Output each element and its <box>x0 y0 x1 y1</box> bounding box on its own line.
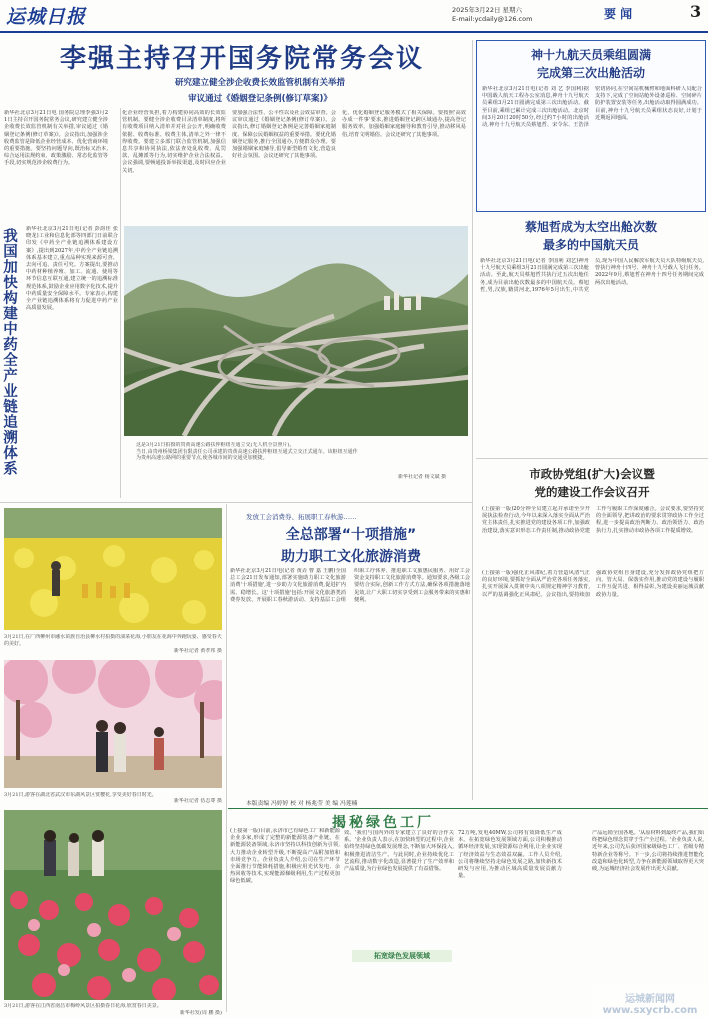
photo3-credit: 新华社发(周 鹏 摄) <box>179 1010 222 1016</box>
green-title: 揭秘绿色工厂 <box>332 815 434 831</box>
right-low-title-2: 党的建设工作会议召开 <box>534 485 650 499</box>
photo2-caption: 3月21日,游客在湖北省武汉市东湖风景区赏樱花,享受美好春日时光。 <box>4 792 157 798</box>
photo2-credit: 新华社记者 伍志尊 摄 <box>173 798 222 804</box>
mid-body: 新华社北京3月21日电(记者 黄垚 曹 嘉 王鹏)全国总工会21日发布通知,部署实施助力职工文化旅游消费'十项措施',进一步助力文化旅游消费,促进扩内需、稳增长。这'十项措施'包括:开展文化旅游类消费券发放、开展职工春秋游活动、支持基层工会组织职工疗休养、推进职工文旅惠民服务、用好工会资金支持职工文化旅游消费等。通知要求,各级工会要结合实际,创新工作方式方法,确保各项措施落地见效,让广大职工切实享受到工会服务带来的实惠和便利。 <box>230 568 470 603</box>
green-col3: 72万吨,发电40MW,公司将有效降低生产成本。在拓宽绿色发展领域方面,公司积极推动循环经济发展,实现资源综合利用,让企业实现了经济效益与生态效益双赢。工作人员介绍,公司将继续坚持走绿色发展之路,加快新技术研发与应用,为推动区域高质量发展贡献力量。 <box>458 830 562 880</box>
mid-title-1: 全总部署“十项措施” <box>285 527 417 543</box>
green-col1: (上接第一版)目前,永济市已有绿色工厂和新能源企业多家,形成了完整的新能源装备产业链。在新能源装备领域,永济市坚持以科技创新为引领,大力推动企业转型升级,不断提高产品附加值和市场竞争力。企业负责人介绍,公司在生产环节全面推行节能降耗措施,积极应用光伏发电、余热回收等技术,实现能源梯级利用,生产过程更加绿色低碳。 <box>230 828 340 885</box>
right-divider <box>476 458 708 459</box>
lead-bottom-rule <box>0 502 472 503</box>
photo-rapeseed <box>4 508 222 630</box>
left-vert-body: 新华社北京3月21日电(记者 彭韵佳 张晓龙)工业和信息化部等四部门日前联合印发《中药全产业链追溯体系建设方案》,提出到2027年,中药全产业链追溯体系基本建立,重点品种实现来源可查、去向可追、责任可究。方案提出,要推动中药材种植养殖、加工、流通、使用等环节信息互联互通,建立统一的追溯标准规范体系,鼓励企业应用数字化技术,提升中药质量安全保障水平。专家表示,构建全产业链追溯体系将有力促进中药产业高质量发展。 <box>26 226 118 312</box>
masthead-date: 2025年3月22日 星期六 <box>452 6 523 14</box>
lead-body-col4: 化、优化婚姻登记服务模式了相关保障。要按照'高效办成一件事'要求,推进婚姻登记跨区域通办,提高登记服务效率。加强婚姻家庭辅导和教育引导,推动移风易俗,培育文明婚俗。会议还研究了其他事项。 <box>342 110 466 138</box>
right-low-body: (上接第一版)20分钟全员建立起并承诺至少开展执法检查行动,今年以来深入落实全面从严治党主体责任,扎实推进党的建设各项工作,加强政治建设,落实意识形态工作责任制,推动政协党建工作与履职工作深度融合。会议要求,要坚持党的全面领导,把讲政治的要求贯穿政协工作全过程,进一步提高政治判断力、政治领悟力、政治执行力,扎实推动市政协各项工作提质增效。 <box>482 506 704 534</box>
lead-body-col1: 新华社北京3月21日电 国务院总理李强3月21日主持召开国务院常务会议,研究建立健全涉企收费长效监管机制有关举措,审议通过《婚姻登记条例(修订草案)》。会议指出,加强涉企收费监管是降低企业经营成本、优化营商环境的重要措施。要坚持问题导向,既治标又治本,综合运用法规约束、政策激励、常态化监管等手段,切实规范涉企收费行为。 <box>4 110 108 167</box>
right-top-title-1: 神十九航天员乘组圆满 <box>530 48 651 62</box>
lead-headline: 李强主持召开国务院常务会议 <box>59 44 424 74</box>
photo-flower-sea <box>4 810 222 1000</box>
col-divider-right <box>472 40 473 800</box>
section-name: 要 闻 <box>604 7 633 21</box>
main-photo-caption: 这是3月21日拍摄的贵黄高速公路扶仲枢纽互通立交(无人机全景照片)。 当日,由贵州桥梁集团有限责任公司承建的贵黄高速公路扶仲枢纽互通式立交正式通车。该枢纽互通作为贵州高速公路网的重要节点,使各城市间的交通更加便捷。 <box>136 442 358 462</box>
main-photo-credit: 新华社记者 杨文斌 摄 <box>398 474 447 480</box>
masthead <box>0 0 708 36</box>
watermark-text: 运城新闻网 www.sxycrb.com <box>602 994 698 1016</box>
page-number: 3 <box>690 2 702 21</box>
lead-subheadline-2: 审议通过《婚姻登记条例(修订草案)》 <box>188 94 332 104</box>
left-vert-title: 我国加快构建中药全产业链追溯体系 <box>1 228 17 476</box>
right-top-body: 新华社北京3月21日电(记者 刘 艺 李国利)据中国载人航天工程办公室消息,神舟十九号航天员乘组3月21日圆满完成第三次出舱活动。截至目前,乘组已累计完成三次出舱活动。北京时间3月20日20时50分,经过约7小时的出舱活动,神舟十九号航天员蔡旭哲、宋令东、王浩泽密切协同,在空间站机械臂和地面科研人员配合支持下,完成了空间站舱外设备巡检、空间碎片防护装置安装等任务,出舱活动取得圆满成功。目前,神舟十九号航天员乘组状态良好,计划于近期返回地面。 <box>482 86 702 129</box>
mid-byline: 本版责编 冯婷婷 校 对 杨兆莹 美 编 冯莲楠 <box>246 801 358 807</box>
right-mid-title-1: 蔡旭哲成为太空出舱次数 <box>524 220 657 234</box>
lead-body-col3: 要加强合法性、公平性以及社会效益审查。会议审议通过《婚姻登记条例(修订草案)》。会议指出,修订婚姻登记条例是完善婚姻家庭制度、保障公民婚姻权益的重要举措。要优化婚姻登记服务,推行全国通办,方便群众办理。要加强婚姻家庭辅导,倡导新型婚育文化,营造良好社会氛围。会议还研究了其他事项。 <box>232 110 336 160</box>
lead-body-col2: 化企业经营负担,着力构建协同高效的长效监管机制。要健全涉企收费目录清单制度,将所有收费项目纳入清单并对社会公开,明确收费依据、收费标准、收费主体,清单之外一律不得收费。要建立多部门联合监管机制,加强信息共享和协同执法,依法查处乱收费、乱罚款、乱摊派等行为,切实维护企业合法权益。会议强调,要畅通投诉举报渠道,及时回应企业关切。 <box>122 110 226 174</box>
photo1-caption: 3月21日,在广西柳州市融水苗族自治县柳水村拍摄的油菜花海,小朋友在花海中奔跑玩耍、感受春天的美好。 <box>4 634 222 647</box>
green-top-rule <box>228 808 708 809</box>
interchange-photo <box>124 226 468 436</box>
right-top-title-2: 完成第三次出舱活动 <box>536 66 645 80</box>
site-watermark <box>592 984 708 1018</box>
col-divider-mid <box>226 504 227 1012</box>
right-low-body-2: (上接第一版)强化正风肃纪,着力营造风清气正的良好环境,要抓好全面从严治党各项任务落实,扎实开展深入贯彻中央八项规定精神学习教育,以严的基调强化正风肃纪。会议指出,要持续加强政协党组自身建设,充分发挥政协党组把方向、管大局、保落实作用,推动党的建设与履职工作互促共进、相得益彰,为建设美丽运城贡献政协力量。 <box>482 570 704 598</box>
right-mid-title-2: 最多的中国航天员 <box>542 238 639 252</box>
photo-cherry-blossom <box>4 660 222 788</box>
lead-subheadline-1: 研究建立健全涉企收费长效监管机制有关举措 <box>174 78 345 88</box>
right-mid-body: 新华社北京3月21日电(记者 李国利 刘艺)神舟十九号航天员乘组3月21日圆满完成第三次出舱活动。至此,航天员蔡旭哲共执行过五次出舱任务,成为目前出舱次数最多的中国航天员。蔡旭哲,男,汉族,籍贯河北,1976年5月出生,中共党员,现为中国人民解放军航天员大队特级航天员,曾执行神舟十四号、神舟十九号载人飞行任务。2022年9月,蔡旭哲在神舟十四号任务期间完成两次出舱活动。 <box>480 258 704 293</box>
mid-kicker: 发放工会消费券、拓展职工春秋游…… <box>246 513 357 521</box>
green-subhead: 拓宽绿色发展领域 <box>374 952 430 960</box>
mid-title-2: 助力职工文化旅游消费 <box>281 549 421 565</box>
photo3-caption: 3月21日,游客在江西省南昌市梅岭风景区拍摄春日花海,欣赏春日美景。 <box>4 1003 162 1009</box>
masthead-email: E-mail:ycdaily@126.com <box>452 15 533 23</box>
green-col2: 效。'我们与国内外的专家建立了良好的合作关系。'企业负责人表示,在加快转型的过程中,企业始终坚持绿色低碳发展理念,不断加大环保投入,积极推进清洁生产。与此同时,企业持续优化工艺流程,推动数字化改造,显著提升了生产效率和产品质量,为行业绿色发展提供了有益借鉴。 <box>344 830 454 873</box>
green-col4: 产品远销全国各地。'从原材料到最终产品,我们始终把绿色理念贯穿于生产全过程。'企业负责人说,近年来,公司先后获评国家级绿色工厂、省级专精特新企业等称号。下一步,公司将持续推进智能化改造和绿色化转型,力争在新能源领域取得更大突破,为运城经济社会发展作出更大贡献。 <box>592 830 704 873</box>
masthead-logo: 运城日报 <box>6 6 87 28</box>
right-low-title-1: 市政协党组(扩大)会议暨 <box>529 467 655 481</box>
photo1-credit: 新华社记者 黄孝邦 摄 <box>173 648 222 654</box>
masthead-rule <box>0 31 708 33</box>
col-divider-left <box>120 108 121 498</box>
